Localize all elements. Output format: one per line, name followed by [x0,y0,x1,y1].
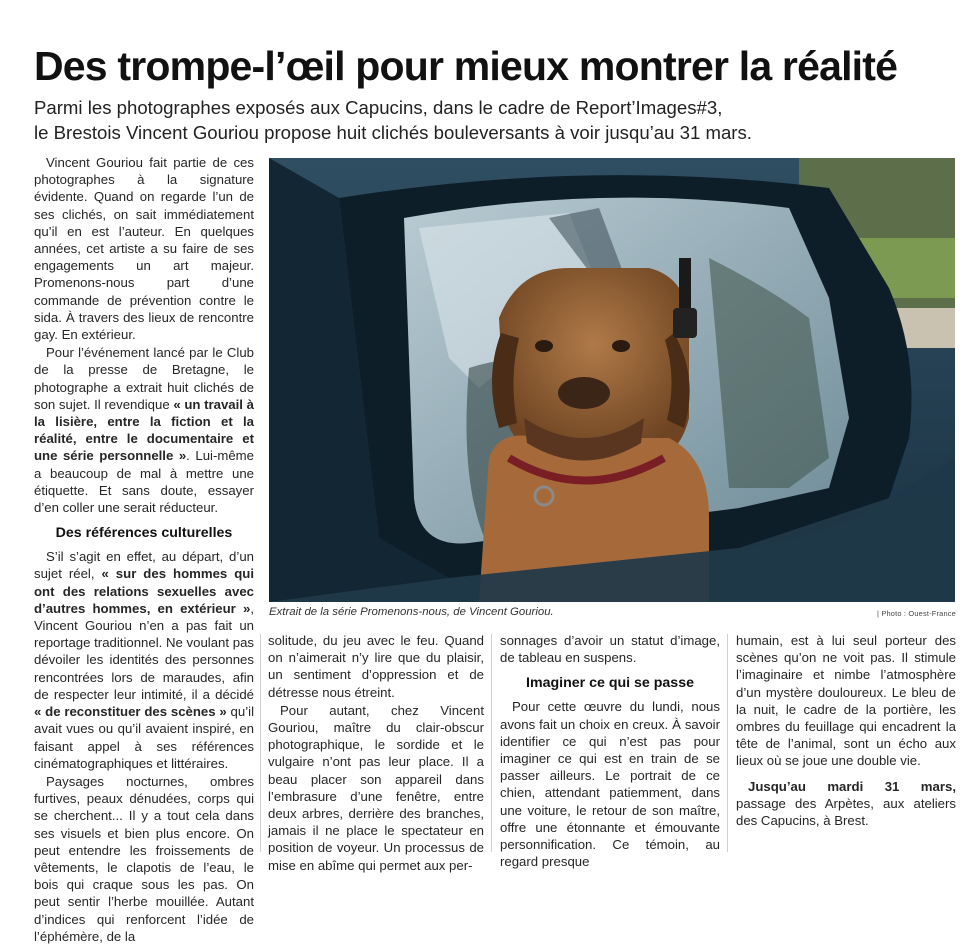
column-divider [727,634,728,852]
paragraph-text: qu’il avait vues ou qu’il avaient inspiré, en faisant appel à ses références cinématographiques et littéraires. [34,704,254,771]
quote: « sur des hommes qui ont des relations sexuelles avec d’autres hommes, en extérieur » [34,566,254,616]
photo-credit: | Photo : Ouest-France [876,609,956,618]
paragraph: Pour cette œuvre du lundi, nous avons fait un choix en creux. À savoir identifier ce qui n’est pas pour imaginer ce qui est en train de se passer ailleurs. Le portrait de ce chien, attendant patiemment, dans une voiture, le retour de son maître, offre une étonnante et émouvante personnification. Ce témoin, au regard presque [500,699,720,870]
subheading: Imaginer ce qui se passe [526,675,694,692]
paragraph-text: S’il s’agit en effet, au départ, d’un sujet réel, [34,549,254,582]
quote: « de reconstituer des scènes » [34,704,227,720]
paragraph-text: Pour l’événement lancé par le Club de la presse de Bretagne, le photographe a extrait huit clichés de son sujet. Il revendique [34,345,254,412]
event-info [736,778,956,830]
paragraph: humain, est à lui seul porteur des scènes qu’on ne voit pas. Il stimule l’imaginaire et nimbe l’atmosphère d’un mystère douloureux. Le bleu de la nuit, le cadre de la portière, les ombres du feuillage qui encadrent la tête de l’animal, sont un écho aux lieux où se joue une double vie. [736,633,956,769]
subheading: Des références culturelles [55,525,233,542]
standfirst-line: Parmi les photographes exposés aux Capucins, dans le cadre de Report’Images#3, [34,97,723,118]
paragraph: Vincent Gouriou fait partie de ces photographes à la signature évidente. Quand on regarde l’un de ses clichés, on sait immédiatement qu’il en est l’auteur. En quelques années, cet artiste a su faire de ses engagements un art majeur. Promenons-nous part d’une commande de prévention contre le sida. À travers des lieux de rencontre gay. En extérieur. [34,155,254,343]
text-column-4 [736,632,956,829]
photo-caption: Extrait de la série Promenons-nous, de Vincent Gouriou. [269,606,554,618]
paragraph: Paysages nocturnes, ombres furtives, peaux dénudées, corps qui se cherchent... Il y a tout cela dans ses visuels et bien plus encore. On peut entendre les froissements de vêtements, le clapotis de l’eau, le bois qui craque sous les pas. On peut sentir l’herbe mouillée. Autant d’indices qui renforcent l’idée de l’éphémère, de la [34,773,254,944]
paragraph: sonnages d’avoir un statut d’image, de tableau en suspens. [500,633,720,666]
quote: « un travail à la lisière, entre la fiction et la réalité, entre le documentaire et une série personnelle » [34,396,254,464]
paragraph [34,548,254,772]
text-column-1 [34,154,254,945]
paragraph: Pour autant, chez Vincent Gouriou, maître du clair-obscur photographique, le sordide et le vulgaire n’ont pas leur place. Il a beau placer son appareil dans l’embrasure d’une fenêtre, entre deux arbres, derrière des branches, jamais il ne place le spectateur en position de voyeur. Un processus de mise en abîme qui permet aux per- [268,702,484,873]
column-divider [260,634,261,852]
column-divider [491,634,492,852]
paragraph: solitude, du jeu avec le feu. Quand on n’aimerait n’y lire que du plaisir, un sentiment d’oppression et de détresse nous étreint. [268,633,484,700]
standfirst [34,95,934,145]
dog-in-car-photo [269,158,955,602]
text-column-3 [500,632,720,870]
event-date: Jusqu’au mardi 31 mars, [748,778,956,794]
event-location: passage des Arpètes, aux ateliers des Capucins, à Brest. [736,795,956,829]
standfirst-line: le Brestois Vincent Gouriou propose huit clichés bouleversants à voir jusqu’au 31 mars. [34,122,752,143]
text-column-2 [268,632,484,874]
paragraph-text: , Vincent Gouriou n’en a pas fait un reportage traditionnel. Ne voulant pas dévoiler les identités des personnes rencontrées lors de maraudes, afin de respecter leur intimité, il a décidé [34,600,254,702]
headline: Des trompe-l’œil pour mieux montrer la réalité [34,43,898,89]
photo-illustration [269,158,955,602]
paragraph-text: . Lui-même a beaucoup de mal à mettre une étiquette. Et sans doute, essayer d’en coller une serait réducteur. [34,448,254,516]
paragraph [34,344,254,516]
